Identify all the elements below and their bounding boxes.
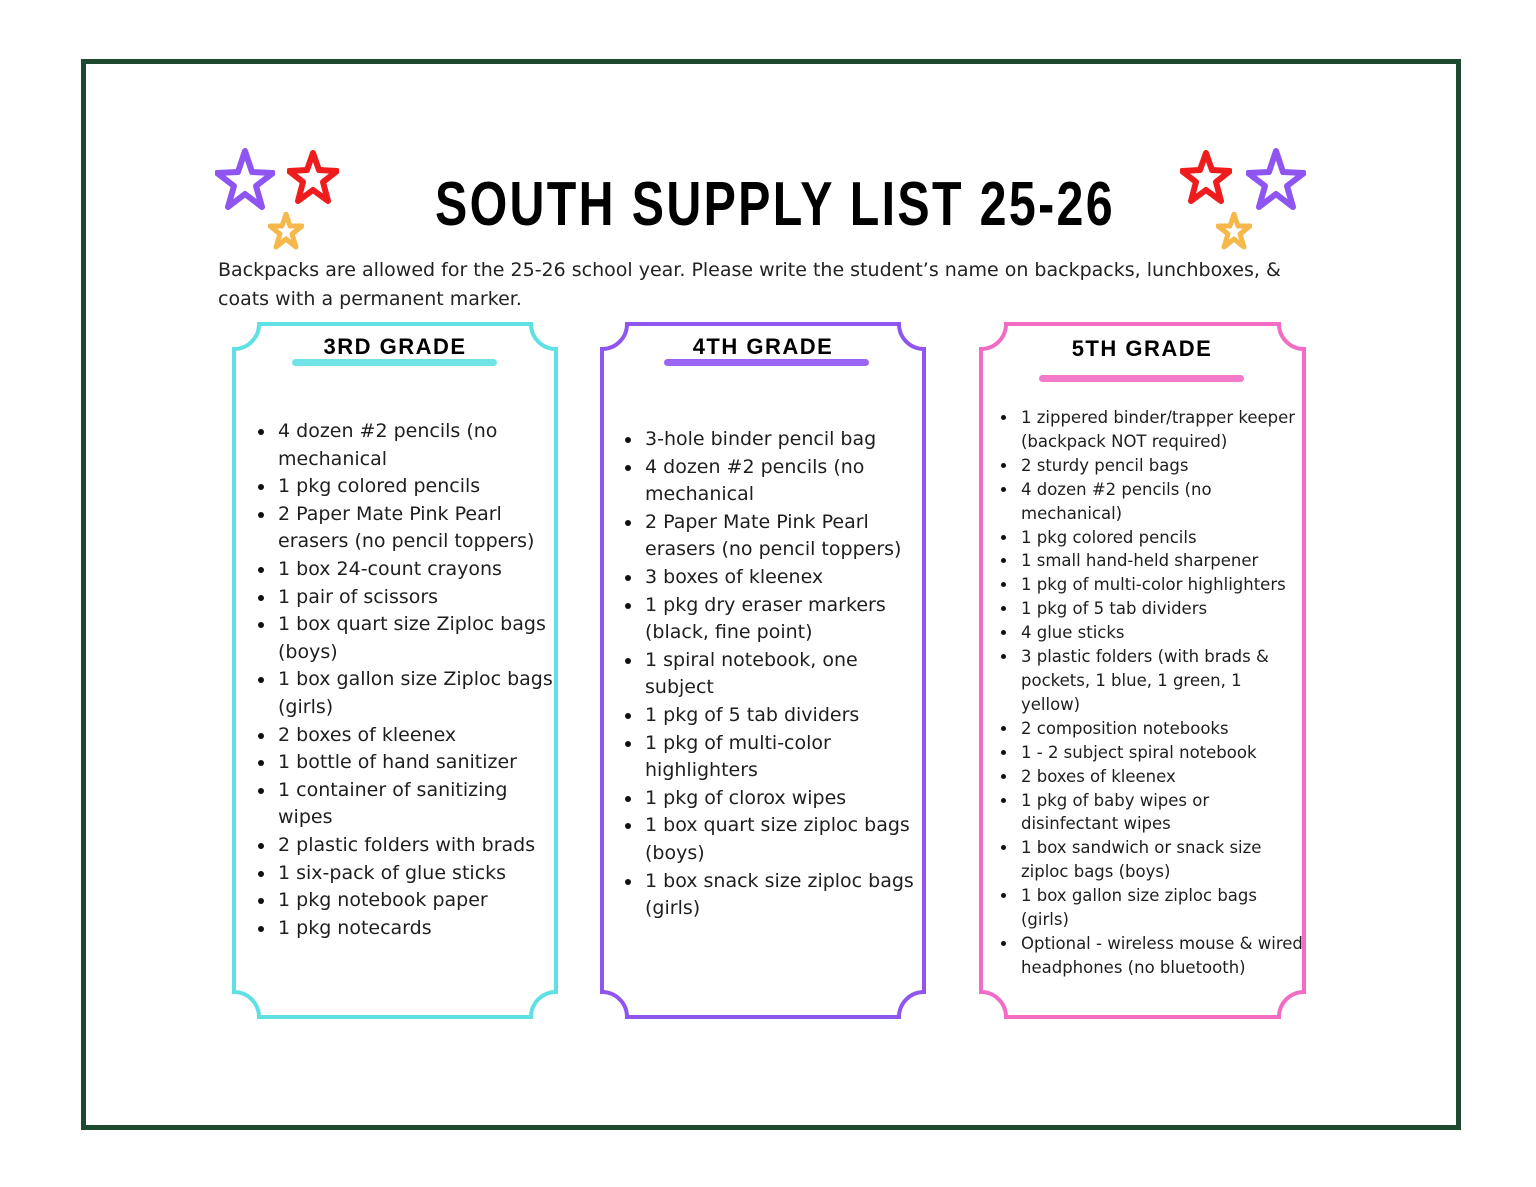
red-star-icon bbox=[1180, 150, 1232, 204]
list-item: 2 Paper Mate Pink Pearl erasers (no pencil toppers) bbox=[258, 501, 558, 556]
list-item: 1 pair of scissors bbox=[258, 584, 558, 612]
supply-list bbox=[625, 426, 925, 923]
intro-text: Backpacks are allowed for the 25-26 school year. Please write the student’s name on backpacks, lunchboxes, & coats with a permanent marker. bbox=[218, 259, 1281, 310]
page-title: SOUTH SUPPLY LIST 25-26 bbox=[434, 170, 1116, 239]
grade-heading: 3RD GRADE bbox=[323, 334, 467, 359]
purple-star-icon bbox=[215, 148, 275, 210]
list-item: 1 box sandwich or snack size ziploc bags (boys) bbox=[1001, 836, 1303, 884]
list-item: 1 container of sanitizing wipes bbox=[258, 777, 558, 832]
list-item: 3 boxes of kleenex bbox=[625, 564, 925, 592]
grade-card-5th bbox=[979, 322, 1305, 1019]
list-item: 2 sturdy pencil bags bbox=[1001, 454, 1303, 478]
list-item: 1 pkg notecards bbox=[258, 915, 558, 943]
list-item: 1 zippered binder/trapper keeper (backpack NOT required) bbox=[1001, 406, 1303, 454]
list-item: 1 box quart size Ziploc bags (boys) bbox=[258, 611, 558, 666]
list-item: 1 box gallon size ziploc bags (girls) bbox=[1001, 884, 1303, 932]
list-item: Optional - wireless mouse & wired headphones (no bluetooth) bbox=[1001, 932, 1303, 980]
grade-heading: 4TH GRADE bbox=[692, 334, 834, 359]
list-item: 1 pkg of clorox wipes bbox=[625, 785, 925, 813]
list-item: 1 pkg of 5 tab dividers bbox=[625, 702, 925, 730]
list-item: 1 pkg of multi-color highlighters bbox=[625, 730, 925, 785]
list-item: 1 pkg dry eraser markers (black, fine point) bbox=[625, 592, 925, 647]
purple-star-icon bbox=[1246, 148, 1306, 210]
list-item: 1 pkg colored pencils bbox=[1001, 526, 1303, 550]
list-item: 1 box 24-count crayons bbox=[258, 556, 558, 584]
list-item: 4 glue sticks bbox=[1001, 621, 1303, 645]
list-item: 1 bottle of hand sanitizer bbox=[258, 749, 558, 777]
list-item: 2 boxes of kleenex bbox=[1001, 765, 1303, 789]
list-item: 1 pkg of baby wipes or disinfectant wipes bbox=[1001, 789, 1303, 837]
list-item: 1 small hand-held sharpener bbox=[1001, 549, 1303, 573]
grade-card-3rd bbox=[232, 322, 558, 1019]
list-item: 4 dozen #2 pencils (no mechanical bbox=[625, 454, 925, 509]
grade-heading: 5TH GRADE bbox=[1071, 336, 1213, 361]
list-item: 1 - 2 subject spiral notebook bbox=[1001, 741, 1303, 765]
list-item: 1 pkg of 5 tab dividers bbox=[1001, 597, 1303, 621]
red-star-icon bbox=[287, 150, 339, 204]
list-item: 2 composition notebooks bbox=[1001, 717, 1303, 741]
list-item: 4 dozen #2 pencils (no mechanical bbox=[258, 418, 558, 473]
supply-list bbox=[1001, 406, 1303, 980]
list-item: 1 pkg colored pencils bbox=[258, 473, 558, 501]
list-item: 1 spiral notebook, one subject bbox=[625, 647, 925, 702]
list-item: 1 pkg notebook paper bbox=[258, 887, 558, 915]
list-item: 4 dozen #2 pencils (no mechanical) bbox=[1001, 478, 1303, 526]
heading-underline bbox=[292, 359, 497, 366]
heading-underline bbox=[1039, 375, 1244, 382]
list-item: 2 Paper Mate Pink Pearl erasers (no pencil toppers) bbox=[625, 509, 925, 564]
list-item: 2 plastic folders with brads bbox=[258, 832, 558, 860]
yellow-star-icon bbox=[268, 212, 304, 250]
list-item: 1 pkg of multi-color highlighters bbox=[1001, 573, 1303, 597]
yellow-star-icon bbox=[1216, 212, 1252, 250]
list-item: 3 plastic folders (with brads & pockets, 1 blue, 1 green, 1 yellow) bbox=[1001, 645, 1303, 717]
list-item: 2 boxes of kleenex bbox=[258, 722, 558, 750]
supply-list bbox=[258, 418, 558, 942]
grade-card-4th bbox=[600, 322, 926, 1019]
list-item: 1 box gallon size Ziploc bags (girls) bbox=[258, 666, 558, 721]
list-item: 3-hole binder pencil bag bbox=[625, 426, 925, 454]
list-item: 1 box snack size ziploc bags (girls) bbox=[625, 868, 925, 923]
list-item: 1 six-pack of glue sticks bbox=[258, 860, 558, 888]
heading-underline bbox=[664, 359, 869, 366]
list-item: 1 box quart size ziploc bags (boys) bbox=[625, 812, 925, 867]
